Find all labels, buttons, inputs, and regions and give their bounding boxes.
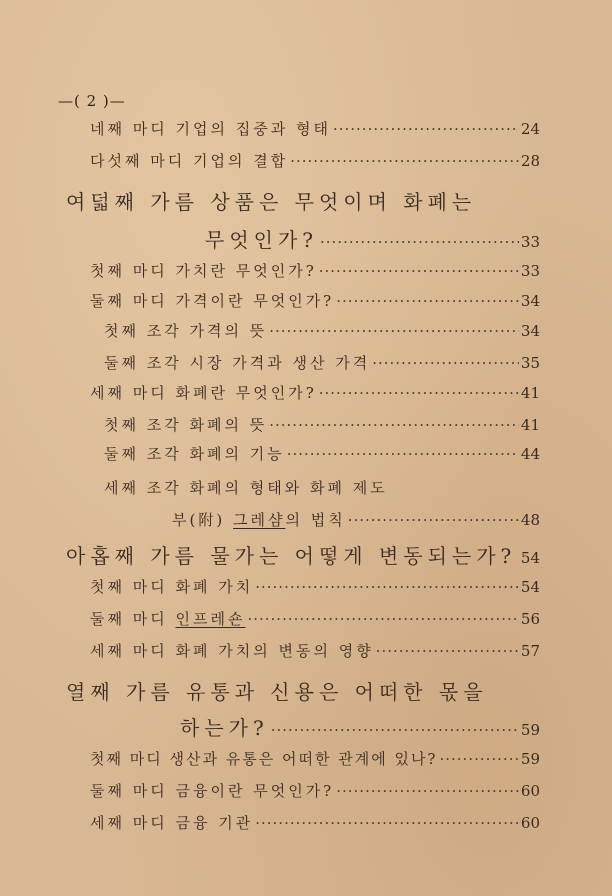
chapter-heading: 여덟째 가름 상품은 무엇이며 화폐는 (66, 190, 477, 214)
toc-entry-title: 세째 조각 화폐의 형태와 화폐 제도 (104, 479, 388, 497)
toc-entry (90, 780, 540, 801)
toc-entry-title: 무엇인가? (205, 228, 319, 252)
toc-entry (66, 540, 540, 569)
toc-entry-page: 56 (520, 610, 540, 628)
toc-leader (269, 416, 519, 434)
toc-entry-page: 34 (520, 322, 540, 340)
toc-entry-page: 33 (520, 233, 540, 251)
toc-entry-title: 둘째 마디 가격이란 무엇인가? (90, 292, 335, 310)
toc-entry-title: 부(附) 그레샴의 법칙 (172, 511, 346, 529)
toc-entry (90, 608, 540, 629)
toc-entry (90, 150, 540, 171)
toc-leader (336, 292, 519, 310)
toc-entry (90, 576, 540, 597)
toc-entry-title: 하는가? (180, 716, 269, 740)
toc-entry-title: 첫째 마디 생산과 유통은 어떠한 관계에 있나? (90, 750, 438, 768)
toc-entry-title: 세째 마디 금융 기관 (90, 814, 254, 832)
toc-leader (287, 445, 519, 463)
toc-entry (90, 812, 540, 833)
toc-leader (255, 578, 519, 596)
toc-leader (333, 120, 519, 138)
toc-entry (90, 640, 540, 661)
toc-entry-page: 54 (520, 578, 540, 596)
underlined-term: 그레샴 (232, 511, 286, 529)
toc-entry-title: 첫째 조각 가격의 뜻 (104, 322, 268, 340)
toc-entry-title: 첫째 마디 가치란 무엇인가? (90, 262, 317, 280)
underlined-term: 인프레숀 (175, 610, 246, 628)
toc-leader (336, 782, 519, 800)
toc-entry (90, 118, 540, 139)
toc-entry (180, 712, 540, 741)
toc-entry-title: 세째 마디 화폐 가치의 변동의 영향 (90, 642, 374, 660)
toc-entry-page: 57 (520, 642, 540, 660)
toc-leader (320, 233, 519, 251)
toc-entry-page: 33 (520, 262, 540, 280)
toc-leader (269, 322, 519, 340)
toc-entry-page: 44 (520, 445, 540, 463)
chapter-heading: 열째 가름 유통과 신용은 어떠한 몫을 (66, 680, 488, 704)
toc-entry-title: 둘째 마디 인프레숀 (90, 610, 246, 628)
toc-leader (271, 721, 519, 739)
toc-entry-page: 54 (520, 549, 540, 567)
toc-leader (348, 511, 519, 529)
toc-entry-title: 첫째 마디 화폐 가치 (90, 578, 254, 596)
toc-entry (90, 260, 540, 281)
toc-leader (518, 549, 519, 567)
toc-leader (255, 814, 519, 832)
toc-entry-title: 네째 마디 기업의 집중과 형태 (90, 120, 331, 138)
toc-entry (172, 509, 540, 530)
toc-leader (376, 642, 519, 660)
toc-entry-page: 28 (520, 152, 540, 170)
toc-leader (290, 152, 519, 170)
toc-leader (319, 262, 519, 280)
toc-entry (104, 443, 540, 464)
toc-leader (372, 354, 519, 372)
chapter-heading: 아홉째 가름 물가는 어떻게 변동되는가? (66, 544, 517, 568)
toc-entry-page: 41 (520, 416, 540, 434)
toc-leader (439, 750, 518, 768)
toc-entry-page: 59 (520, 750, 540, 768)
toc-entry-page: 60 (520, 782, 540, 800)
toc-entry-page: 41 (520, 384, 540, 402)
toc-entry-title: 둘째 조각 화폐의 기능 (104, 445, 285, 463)
toc-entry-title: 다섯째 마디 기업의 결합 (90, 152, 289, 170)
toc-entry (104, 320, 540, 341)
toc-entry-page: 59 (520, 721, 540, 739)
toc-entry-page: 24 (520, 120, 540, 138)
toc-entry (104, 414, 540, 435)
toc-entry (205, 224, 540, 253)
toc-leader (247, 610, 518, 628)
toc-entry-page: 48 (520, 511, 540, 529)
toc-entry (90, 290, 540, 311)
page-number: —( 2 )— (58, 92, 126, 110)
toc-leader (319, 384, 519, 402)
toc-entry-page: 60 (520, 814, 540, 832)
toc-entry-page: 35 (520, 354, 540, 372)
toc-entry-title: 둘째 마디 금융이란 무엇인가? (90, 782, 335, 800)
toc-entry (90, 382, 540, 403)
toc-entry (104, 352, 540, 373)
toc-entry (90, 748, 540, 769)
toc-entry-title: 둘째 조각 시장 가격과 생산 가격 (104, 354, 371, 372)
toc-entry-page: 34 (520, 292, 540, 310)
toc-entry-title: 세째 마디 화폐란 무엇인가? (90, 384, 317, 402)
toc-entry-title: 첫째 조각 화폐의 뜻 (104, 416, 268, 434)
